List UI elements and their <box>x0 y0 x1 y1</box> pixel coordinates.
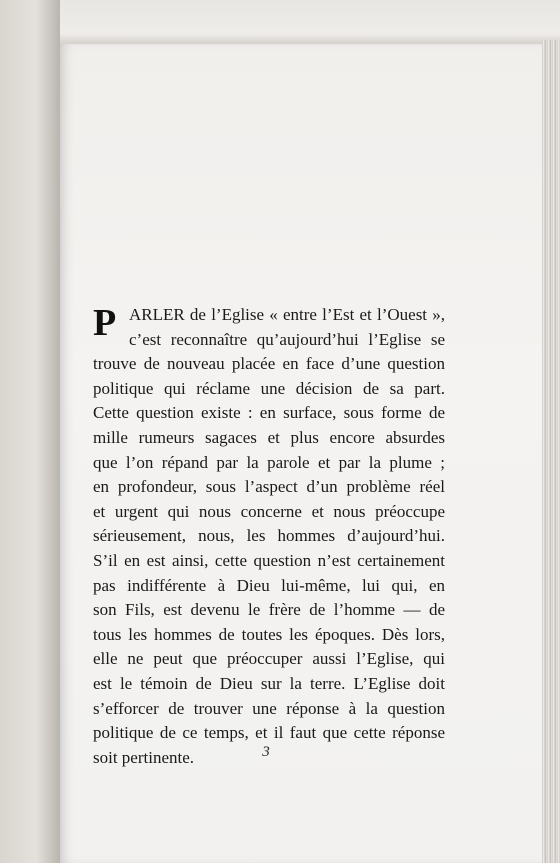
text-line: son Fils, est devenu le frère de l’homme — de <box>93 600 445 620</box>
text-line: est le témoin de Dieu sur la terre. L’Eglise doit <box>93 673 445 693</box>
page-number: 3 <box>262 744 270 760</box>
text-line: s’efforcer de trouver une réponse à la question <box>93 698 445 718</box>
text-line: sérieusement, nous, les hommes d’aujourd’hui. <box>93 526 445 546</box>
text-line: elle ne peut que préoccuper aussi l’Eglise, qui <box>93 649 445 669</box>
text-line: soit pertinente. <box>93 747 195 767</box>
text-line: pas indifférente à Dieu lui-même, lui qui, en <box>93 575 445 595</box>
page-stack-edges <box>542 40 560 863</box>
text-line: ARLER de l’Eglise « entre l’Est et l’Ouest », <box>129 305 445 324</box>
text-line: politique qui réclame une décision de sa part. <box>93 378 445 398</box>
text-line: tous les hommes de toutes les époques. Dès lors, <box>93 624 445 644</box>
text-line: mille rumeurs sagaces et plus encore absurdes <box>93 427 445 447</box>
text-line: et urgent qui nous concerne et nous préoccupe <box>93 501 445 521</box>
text-line: S’il en est ainsi, cette question n’est certainement <box>93 550 445 570</box>
text-line: que l’on répand par la parole et par la plume ; <box>93 452 445 472</box>
text-line: politique de ce temps, et il faut que cette réponse <box>93 723 445 743</box>
body-text <box>93 303 445 770</box>
facing-page-edge <box>0 0 60 863</box>
text-line: c’est reconnaître qu’aujourd’hui l’Eglise se <box>129 329 445 349</box>
drop-cap: P <box>93 302 117 344</box>
text-line: en profondeur, sous l’aspect d’un problème réel <box>93 477 445 497</box>
text-line: Cette question existe : en surface, sous forme de <box>93 403 445 423</box>
text-line: trouve de nouveau placée en face d’une question <box>93 354 445 374</box>
previous-page-edge <box>60 0 560 48</box>
